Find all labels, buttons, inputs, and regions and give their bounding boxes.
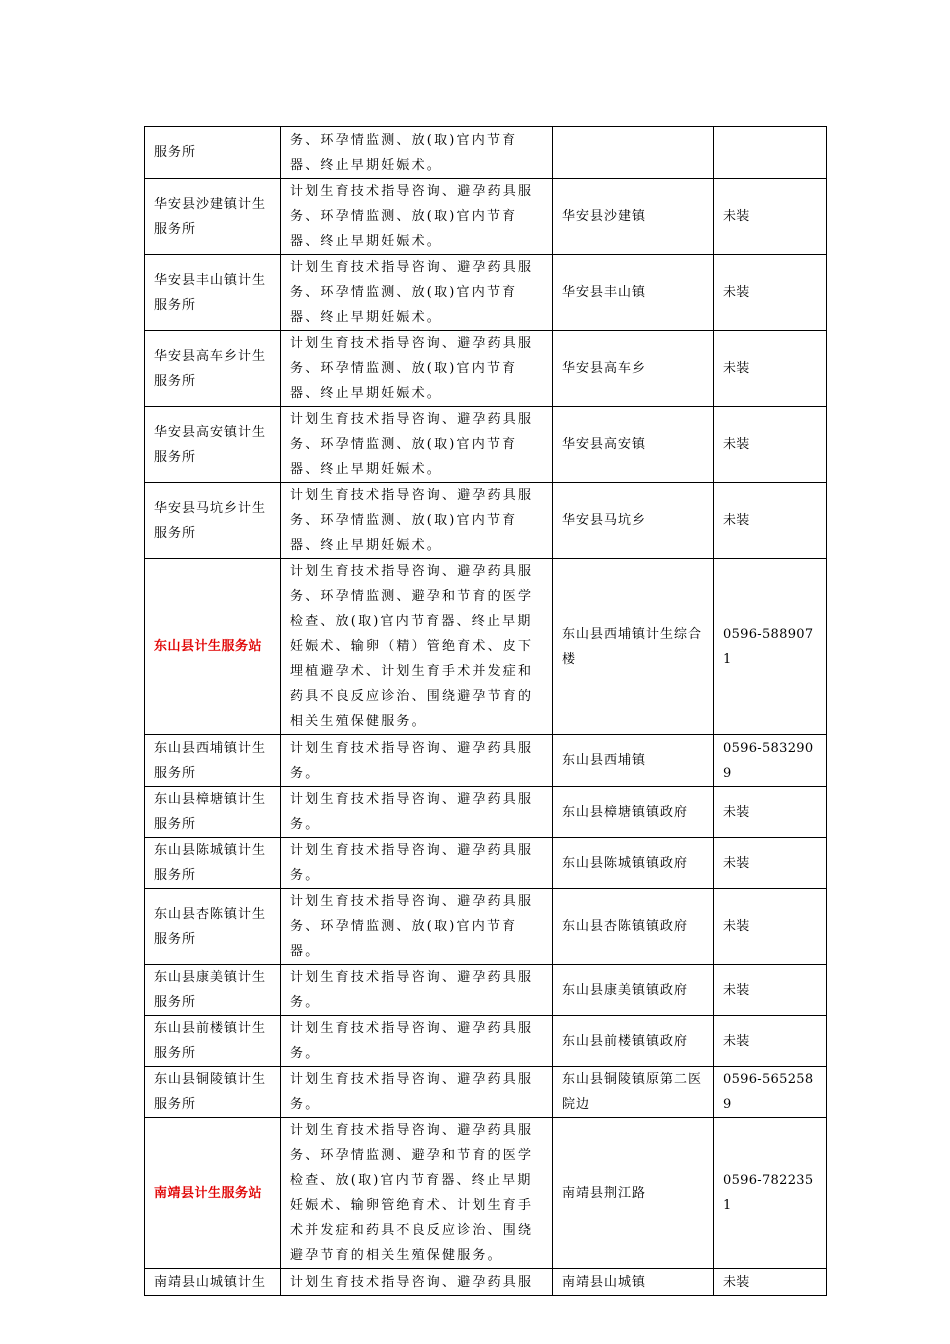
institution-name-cell: 东山县计生服务站: [145, 559, 281, 735]
institution-name-cell: 华安县沙建镇计生服务所: [145, 179, 281, 255]
address-cell: 东山县康美镇镇政府: [553, 965, 714, 1016]
table-row: [145, 559, 827, 735]
address-cell: 华安县马坑乡: [553, 483, 714, 559]
service-scope-cell: 计划生育技术指导咨询、避孕药具服务。: [281, 965, 553, 1016]
table-row: [145, 179, 827, 255]
table-row: [145, 965, 827, 1016]
service-scope-cell: 计划生育技术指导咨询、避孕药具服务、环孕情监测、避孕和节育的医学检查、放(取)官内节育器、终止早期妊娠术、输卵管绝育术、计划生育手术并发症和药具不良反应诊治、围绕避孕节育的相关生殖保健服务。: [281, 1118, 553, 1269]
table-body: [145, 127, 827, 1296]
address-cell: 东山县西埔镇计生综合楼: [553, 559, 714, 735]
table-row: [145, 483, 827, 559]
address-cell: 东山县前楼镇镇政府: [553, 1016, 714, 1067]
service-scope-cell: 计划生育技术指导咨询、避孕药具服务、环孕情监测、放(取)官内节育器、终止早期妊娠术。: [281, 255, 553, 331]
phone-cell: 未装: [714, 179, 827, 255]
service-scope-cell: 务、环孕情监测、放(取)官内节育器、终止早期妊娠术。: [281, 127, 553, 179]
address-cell: 华安县丰山镇: [553, 255, 714, 331]
service-scope-cell: 计划生育技术指导咨询、避孕药具服务。: [281, 1067, 553, 1118]
phone-cell: 未装: [714, 1269, 827, 1296]
institution-name-cell: 服务所: [145, 127, 281, 179]
institution-name-cell: 东山县康美镇计生服务所: [145, 965, 281, 1016]
institution-name-cell: 东山县铜陵镇计生服务所: [145, 1067, 281, 1118]
table-row: [145, 331, 827, 407]
address-cell: 南靖县荆江路: [553, 1118, 714, 1269]
table-row: [145, 1118, 827, 1269]
table-row: [145, 1016, 827, 1067]
institution-name-cell: 东山县西埔镇计生服务所: [145, 735, 281, 787]
phone-cell: 未装: [714, 331, 827, 407]
institution-name-cell: 东山县杏陈镇计生服务所: [145, 889, 281, 965]
service-scope-cell: 计划生育技术指导咨询、避孕药具服务、环孕情监测、放(取)官内节育器、终止早期妊娠术。: [281, 179, 553, 255]
table-row: [145, 735, 827, 787]
service-scope-cell: 计划生育技术指导咨询、避孕药具服务。: [281, 1016, 553, 1067]
service-scope-cell: 计划生育技术指导咨询、避孕药具服务、环孕情监测、放(取)官内节育器、终止早期妊娠术。: [281, 407, 553, 483]
address-cell: 东山县西埔镇: [553, 735, 714, 787]
address-cell: 华安县高车乡: [553, 331, 714, 407]
phone-cell: 未装: [714, 483, 827, 559]
service-scope-cell: 计划生育技术指导咨询、避孕药具服务。: [281, 838, 553, 889]
address-cell: 东山县樟塘镇镇政府: [553, 787, 714, 838]
phone-cell: 未装: [714, 965, 827, 1016]
service-scope-cell: 计划生育技术指导咨询、避孕药具服务。: [281, 735, 553, 787]
institution-name-cell: 华安县马坑乡计生服务所: [145, 483, 281, 559]
institution-name-cell: 南靖县计生服务站: [145, 1118, 281, 1269]
table-row: [145, 1269, 827, 1296]
service-scope-cell: 计划生育技术指导咨询、避孕药具服务、环孕情监测、放(取)官内节育器、终止早期妊娠术。: [281, 483, 553, 559]
institution-name-cell: 华安县丰山镇计生服务所: [145, 255, 281, 331]
phone-cell: 未装: [714, 787, 827, 838]
service-directory-table: [144, 126, 827, 1296]
phone-cell: 未装: [714, 255, 827, 331]
institution-name-cell: 东山县陈城镇计生服务所: [145, 838, 281, 889]
institution-name-cell: 华安县高车乡计生服务所: [145, 331, 281, 407]
table-row: [145, 787, 827, 838]
phone-cell: 未装: [714, 1016, 827, 1067]
service-scope-cell: 计划生育技术指导咨询、避孕药具服: [281, 1269, 553, 1296]
service-scope-cell: 计划生育技术指导咨询、避孕药具服务、环孕情监测、放(取)官内节育器。: [281, 889, 553, 965]
phone-cell: 0596-7822351: [714, 1118, 827, 1269]
address-cell: 东山县杏陈镇镇政府: [553, 889, 714, 965]
table-row: [145, 255, 827, 331]
phone-cell: 0596-5889071: [714, 559, 827, 735]
service-scope-cell: 计划生育技术指导咨询、避孕药具服务、环孕情监测、放(取)官内节育器、终止早期妊娠术。: [281, 331, 553, 407]
institution-name-cell: 南靖县山城镇计生: [145, 1269, 281, 1296]
table-row: [145, 889, 827, 965]
address-cell: 华安县高安镇: [553, 407, 714, 483]
phone-cell: 未装: [714, 838, 827, 889]
institution-name-cell: 东山县樟塘镇计生服务所: [145, 787, 281, 838]
address-cell: 东山县陈城镇镇政府: [553, 838, 714, 889]
phone-cell: 未装: [714, 889, 827, 965]
address-cell: [553, 127, 714, 179]
address-cell: 南靖县山城镇: [553, 1269, 714, 1296]
address-cell: 东山县铜陵镇原第二医院边: [553, 1067, 714, 1118]
phone-cell: [714, 127, 827, 179]
table-row: [145, 407, 827, 483]
institution-name-cell: 东山县前楼镇计生服务所: [145, 1016, 281, 1067]
service-scope-cell: 计划生育技术指导咨询、避孕药具服务。: [281, 787, 553, 838]
institution-name-cell: 华安县高安镇计生服务所: [145, 407, 281, 483]
table-row: [145, 127, 827, 179]
address-cell: 华安县沙建镇: [553, 179, 714, 255]
phone-cell: 0596-5652589: [714, 1067, 827, 1118]
phone-cell: 未装: [714, 407, 827, 483]
service-scope-cell: 计划生育技术指导咨询、避孕药具服务、环孕情监测、避孕和节育的医学检查、放(取)官内节育器、终止早期妊娠术、输卵（精）管绝育术、皮下埋植避孕术、计划生育手术并发症和药具不良反应诊治、围绕避孕节育的相关生殖保健服务。: [281, 559, 553, 735]
table-row: [145, 1067, 827, 1118]
table-row: [145, 838, 827, 889]
phone-cell: 0596-5832909: [714, 735, 827, 787]
